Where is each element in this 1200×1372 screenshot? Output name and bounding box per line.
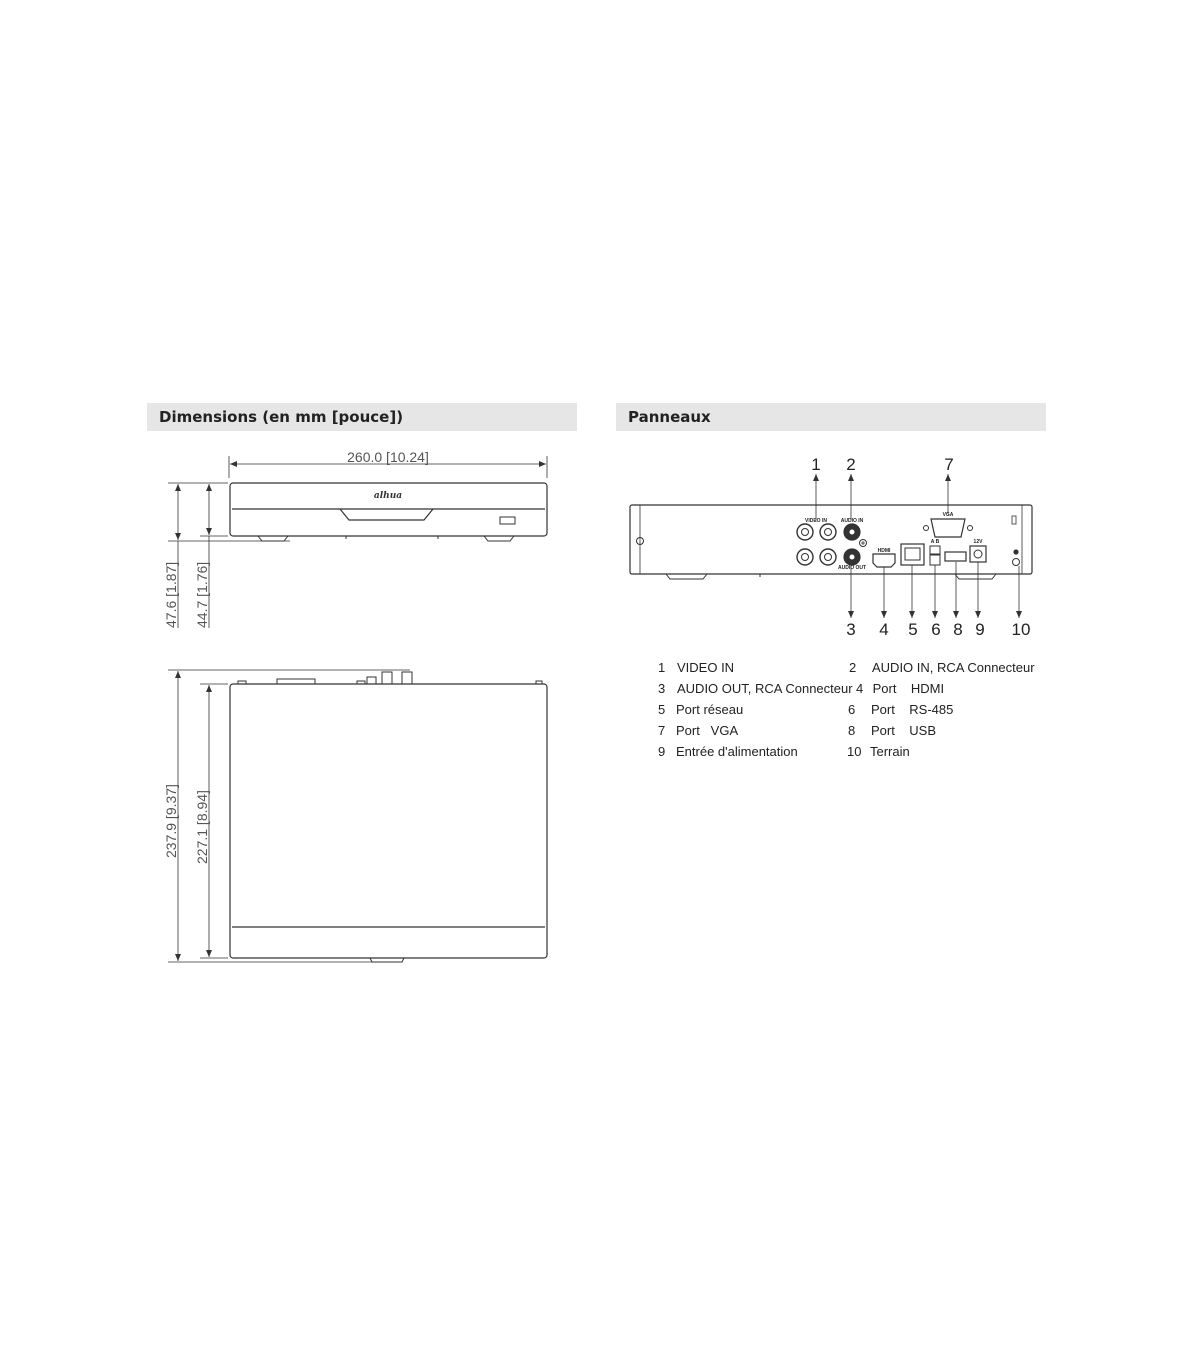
legend-text: VIDEO IN	[677, 660, 735, 675]
legend-num: 1	[658, 660, 666, 675]
legend-text: Terrain	[870, 744, 910, 759]
callout-9: 9	[975, 620, 985, 639]
callout-5: 5	[908, 620, 918, 639]
legend-text: Port RS-485	[871, 702, 954, 717]
legend-num: 5	[658, 702, 666, 717]
callout-2: 2	[846, 455, 856, 474]
rs485-port-label: A B	[930, 539, 940, 545]
legend-row	[655, 657, 1055, 678]
legend-num: 9	[658, 744, 666, 759]
height-inner-label: 44.7 [1.76]	[194, 561, 210, 628]
callout-7: 7	[944, 455, 954, 474]
hdmi-port-label: HDMI	[877, 548, 891, 554]
callout-3: 3	[846, 620, 856, 639]
power-port-label: 12V	[973, 539, 983, 545]
legend-text: Port USB	[871, 723, 937, 738]
legend-num: 8	[848, 723, 856, 738]
callout-leaders	[816, 474, 1019, 618]
legend-row	[655, 678, 1055, 699]
brand-logo: alhua	[373, 491, 403, 501]
legend-text: Port VGA	[676, 723, 739, 738]
rear-panel-drawing	[630, 505, 1032, 579]
depth-inner-label: 227.1 [8.94]	[194, 790, 210, 864]
legend-num: 7	[658, 723, 666, 738]
panel-legend	[655, 657, 1055, 762]
vga-port-label: VGA	[942, 512, 954, 518]
callout-8: 8	[953, 620, 963, 639]
legend-text: AUDIO IN, RCA Connecteur	[872, 660, 1035, 675]
callout-4: 4	[879, 620, 889, 639]
legend-row	[655, 741, 1055, 762]
width-dimension-label: 260.0 [10.24]	[347, 449, 429, 465]
legend-row	[655, 699, 1055, 720]
audio-in-port-label: AUDIO IN	[840, 518, 864, 524]
depth-outer-label: 237.9 [9.37]	[163, 784, 179, 858]
front-view-drawing	[168, 456, 547, 628]
legend-num: 4	[856, 681, 864, 696]
legend-text: Port HDMI	[869, 681, 945, 696]
legend-text: AUDIO OUT, RCA Connecteur	[677, 681, 853, 696]
legend-row	[655, 720, 1055, 741]
callout-10: 10	[1011, 620, 1031, 639]
callout-1: 1	[811, 455, 821, 474]
audio-out-port-label: AUDIO OUT	[837, 565, 867, 571]
top-view-drawing	[168, 670, 547, 962]
video-in-port-label: VIDEO IN	[805, 518, 827, 524]
panels-header: Panneaux	[616, 403, 1046, 431]
legend-num: 3	[658, 681, 666, 696]
legend-num: 10	[847, 744, 862, 759]
height-outer-label: 47.6 [1.87]	[163, 561, 179, 628]
legend-text: Port réseau	[676, 702, 744, 717]
dimensions-header: Dimensions (en mm [pouce])	[147, 403, 577, 431]
legend-num: 6	[848, 702, 856, 717]
callout-6: 6	[931, 620, 941, 639]
legend-text: Entrée d'alimentation	[676, 744, 798, 759]
legend-num: 2	[849, 660, 857, 675]
